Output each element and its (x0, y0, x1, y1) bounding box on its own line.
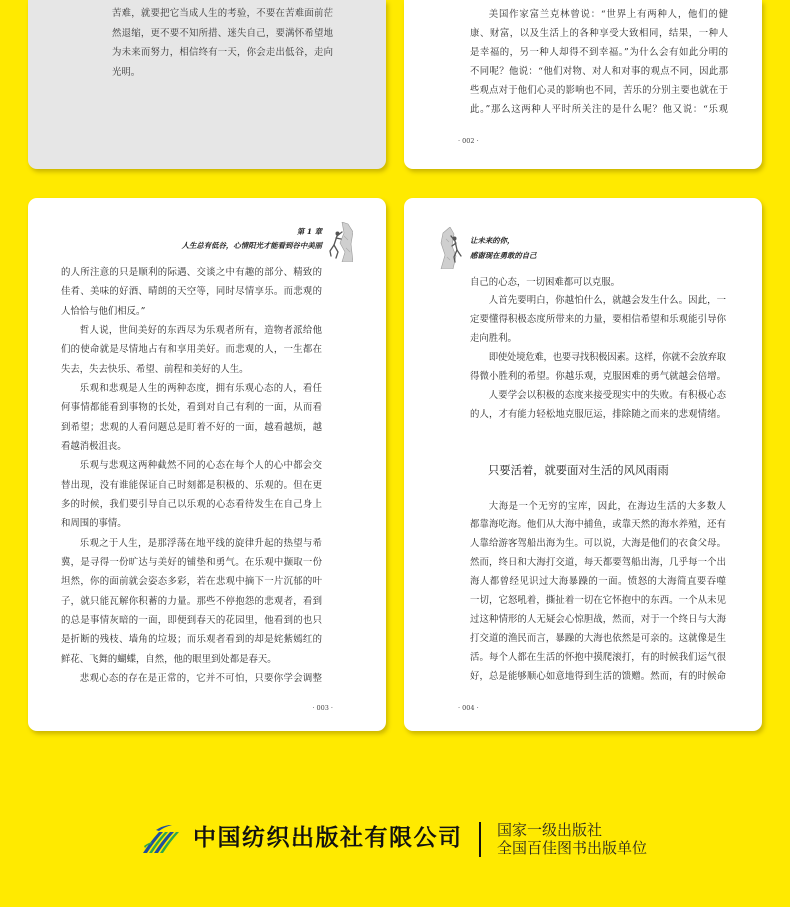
text-line: 看越消极沮丧。 (61, 440, 127, 452)
paragraph (61, 263, 322, 321)
paragraph (112, 4, 333, 82)
text-line: 自己的心态，一切困难都可以克服。 (470, 276, 621, 288)
text-line: 和周围的事情。 (61, 518, 127, 530)
page-body-text (61, 263, 322, 688)
text-line: 苦难，就要把它当成人生的考验，不要在苦难面前茫 (112, 8, 334, 19)
page-number: · 003 · (312, 704, 333, 712)
paragraph (61, 534, 322, 669)
text-line: 替出现，没有谁能保证自己时刻都是积极的、乐观的。但在更 (61, 479, 323, 491)
text-line: 何事情都能看到事物的长处，看到对自己有利的一面，从而看 (61, 402, 323, 414)
publisher-badges (497, 821, 647, 857)
text-line: 即使处境危难，也要寻找积极因素。这样，你就不会放弃取 (488, 352, 726, 364)
text-line: 然而，终日和大海打交道，每天都要驾船出海，几乎每一个出 (470, 557, 727, 569)
text-line: 冀，是寻得一份旷达与美好的铺垫和勇气。在乐观中撷取一份 (61, 556, 323, 568)
text-line: 过这种情形的人无疑会心惊胆战，然而，对于一个终日与大海 (470, 613, 727, 625)
publisher-badge: 全国百佳图书出版单位 (497, 839, 648, 857)
climber-illustration (325, 222, 353, 262)
text-line: 乐观与悲观这两种截然不同的心态在每个人的心中都会交 (79, 460, 323, 472)
text-line: 乐观之于人生，是那浮荡在地平线的旋律升起的热望与希 (79, 537, 323, 549)
text-line: 打交道的渔民而言，暴躁的大海也依然是可亲的。这就像是生 (470, 632, 727, 644)
page-body-text (470, 274, 726, 425)
page-number: · 004 · (458, 704, 479, 712)
publisher-badge: 国家一级出版社 (497, 821, 603, 839)
page-body-text (470, 498, 726, 687)
text-line: 些观点对于他们心灵的影响也不同，苦乐的分别主要也就在于 (470, 84, 729, 96)
book-page-card-002 (404, 0, 762, 169)
page-body-text (112, 4, 333, 82)
book-page-card-004 (404, 198, 762, 731)
text-line: 为未来而努力，相信终有一天，你会走出低谷，走向 (112, 47, 334, 58)
text-line: 人首先要明白，你越怕什么，就越会发生什么。因此，一 (488, 295, 727, 307)
paragraph (470, 292, 726, 349)
text-line: 坦然，你的面前就会姿态多彩，若在悲观中摘下一片沉郁的叶 (61, 576, 323, 588)
text-line: 多的时候，我们要引导自己以乐观的心态看待发生在自己身上 (61, 498, 323, 510)
text-line: 失去，失去快乐、希望、前程和美好的人生。 (61, 363, 249, 375)
text-line: 人恰恰与他们相反。” (61, 305, 146, 317)
text-line: 到希望；悲观的人看问题总是盯着不好的一面，越看越烦，越 (61, 421, 323, 433)
text-line: 不同呢？他说：“他们对物、对人和对事的观点不同，因此那 (470, 65, 729, 77)
page-body-text (470, 5, 728, 119)
paragraph (61, 669, 322, 688)
paragraph (470, 349, 726, 387)
text-line: 的人，才有能力轻松地克服厄运，排除随之而来的悲观情绪。 (470, 408, 727, 420)
text-line: 此。”那么这两种人平时所关注的是什么呢？他又说：“乐观 (470, 103, 729, 115)
paragraph (61, 456, 322, 533)
text-line: 一切，它怒吼着，撕扯着一切在它怀抱中的东西。一个从未见 (470, 595, 727, 607)
text-line: 们的使命就是尽情地占有和享用美好。而悲观的人，一生都在 (61, 344, 323, 356)
text-line: 的总是事情灰暗的一面，即便到春天的花园里，他看到的也只 (61, 614, 323, 626)
text-line: 活。每个人都在生活的怀抱中摸爬滚打，有的时候我们运气很 (470, 651, 727, 663)
page-number: · 002 · (458, 137, 479, 145)
publisher-name: 中国纺织出版社有限公司 (193, 824, 463, 851)
running-head-line: 让未来的你， (470, 236, 515, 245)
text-line: 是折断的残枝、墙角的垃圾；而乐观者看到的却是姹紫嫣红的 (61, 634, 323, 646)
book-page-card-top-left (28, 0, 386, 169)
publisher-logo-icon (142, 824, 180, 854)
text-line: 的人所注意的只是顺利的际遇、交谈之中有趣的部分、精致的 (61, 267, 323, 278)
section-heading: 只要活着，就要面对生活的风风雨雨 (488, 464, 669, 477)
text-line: 康、财富，以及生活上的各种享受大致相同，结果，一种人 (470, 27, 729, 39)
paragraph (61, 379, 322, 456)
text-line: 光明。 (112, 66, 141, 78)
text-line: 悲观心态的存在是正常的，它并不可怕，只要你学会调整 (79, 672, 323, 684)
paragraph (470, 5, 728, 119)
text-line: 人靠给游客驾船出海为生。可以说，大海是他们的衣食父母。 (470, 538, 727, 550)
text-line: 哲人说，世间美好的东西尽为乐观者所有，造物者派给他 (79, 324, 323, 336)
paragraph (470, 387, 726, 425)
text-line: 鲜花、飞舞的蝴蝶，自然，他的眼里到处都是春天。 (61, 653, 277, 665)
paragraph (470, 274, 726, 293)
divider (479, 822, 481, 857)
text-line: 大海是一个无穷的宝库，因此，在海边生活的大多数人 (488, 500, 727, 512)
text-line: 乐观和悲观是人生的两种态度，拥有乐观心态的人，看任 (79, 382, 323, 394)
text-line: 美国作家富兰克林曾说：“世界上有两种人，他们的健 (488, 8, 729, 20)
chapter-title: 人生总有低谷，心情阳光才能看到谷中美丽 (181, 241, 322, 250)
text-line: 海人都曾经见识过大海暴躁的一面。愤怒的大海简直要吞噬 (470, 576, 727, 588)
text-line: 得微小胜利的希望。你越乐观，克服困难的勇气就越会倍增。 (470, 371, 727, 383)
text-line: 都靠海吃海。他们从大海中捕鱼，或靠天然的海水养殖，还有 (470, 519, 727, 531)
paragraph (61, 321, 322, 379)
paragraph (470, 498, 726, 687)
text-line: 然退缩，更不要不知所措、迷失自己，要满怀希望地 (112, 27, 334, 39)
text-line: 好，总是能够顺心如意地得到生活的馈赠。然而，有的时候命 (470, 670, 727, 682)
running-head-line: 感谢现在勇敢的自己 (470, 251, 537, 260)
text-line: 佳肴、美味的好酒、晴朗的天空等，同时尽情享乐。而悲观的 (61, 286, 323, 298)
book-page-card-003 (28, 198, 386, 731)
chapter-label: 第 1 章 (296, 227, 322, 236)
text-line: 是幸福的，另一种人却得不到幸福。”为什么会有如此分明的 (470, 46, 729, 58)
text-line: 子，就只能瓦解你积蓄的力量。那些不停抱怨的悲观者，看到 (61, 595, 323, 607)
text-line: 走向胜利。 (470, 333, 517, 345)
climber-illustration (440, 227, 464, 269)
text-line: 人要学会以积极的态度来接受现实中的失败。有积极心态 (488, 389, 727, 401)
text-line: 定要懂得积极态度所带来的力量，要相信希望和乐观能引导你 (470, 314, 727, 326)
